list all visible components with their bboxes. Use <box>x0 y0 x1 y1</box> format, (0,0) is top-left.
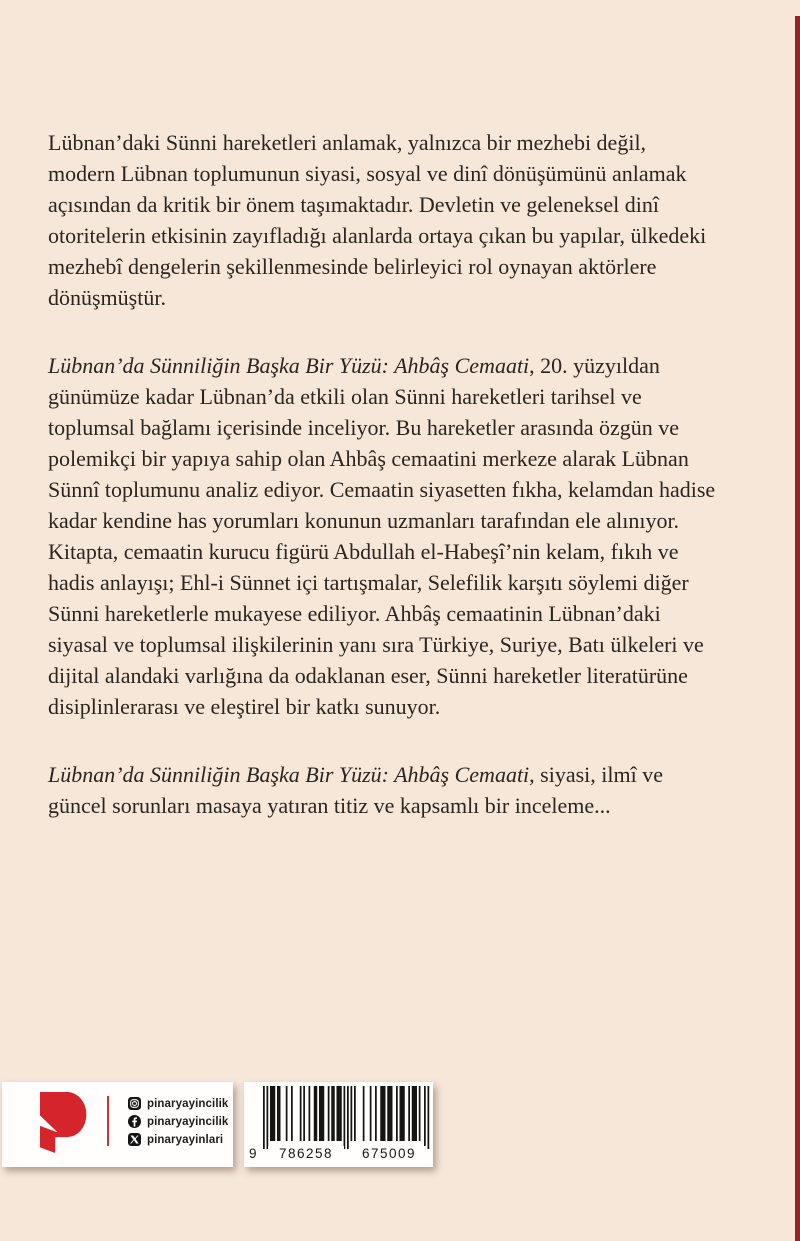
synopsis-text-block <box>48 127 716 858</box>
logo-divider-line <box>107 1096 109 1146</box>
social-handle-label: pinaryayincilik <box>147 1097 229 1110</box>
isbn-barcode-card <box>244 1082 433 1167</box>
x-icon <box>128 1133 141 1146</box>
paragraph <box>48 127 716 313</box>
social-row-instagram <box>128 1097 228 1110</box>
isbn-left-group: 786258 <box>268 1146 344 1161</box>
paragraph <box>48 350 716 722</box>
instagram-icon <box>128 1097 141 1110</box>
paragraph-text: Lübnan’daki Sünni hareketleri anlamak, yalnızca bir mezhebi değil, modern Lübnan toplumunun siyasi, sosyal ve dinî dönüşümünü anlamak açısından da kritik bir önem taşımaktadır. Devletin ve geleneksel dinî otoritelerin etkisinin zayıfladığı alanlarda ortaya çıkan bu yapılar, ülkedeki mezhebî dengelerin şekillenmesinde belirleyici rol oynayan aktörlere dönüşmüştür. <box>48 130 707 310</box>
paragraph-text: , 20. yüzyıldan günümüze kadar Lübnan’da etkili olan Sünni hareketleri tarihsel ve toplumsal bağlamı içerisinde inceliyor. Bu hareketler arasında özgün ve polemikçi bir yapıya sahip olan Ahbâş cemaatini merkeze alarak Lübnan Sünnî toplumunu analiz ediyor. Cemaatin siyasetten fıkha, kelamdan hadise kadar kendine has yorumları konunun uzmanları tarafından ele alınıyor. Kitapta, cemaatin kurucu figürü Abdullah el-Habeşî’nin kelam, fıkıh ve hadis anlayışı; Ehl-i Sünnet içi tartışmalar, Selefilik karşıtı söylemi diğer Sünni hareketlerle mukayese ediliyor. Ahbâş cemaatinin Lübnan’daki siyasal ve toplumsal ilişkilerinin yanı sıra Türkiye, Suriye, Batı ülkeleri ve dijital alandaki varlığına da odaklanan eser, Sünni hareketler literatürüne disiplinlerarası ve eleştirel bir katkı sunuyor. <box>48 353 716 719</box>
publisher-card <box>2 1082 233 1167</box>
social-row-x <box>128 1133 228 1146</box>
pinar-publisher-logo-icon <box>40 1092 88 1154</box>
paragraph <box>48 759 716 821</box>
cover-edge-stripe <box>795 16 800 1241</box>
paragraph-text: , siyasi, ilmî ve güncel sorunları masaya yatıran titiz ve kapsamlı bir inceleme... <box>48 762 663 818</box>
social-handle-label: pinaryayincilik <box>147 1115 229 1128</box>
book-title-italic: Lübnan’da Sünniliğin Başka Bir Yüzü: Ahbâş Cemaati <box>48 353 530 378</box>
isbn-prefix-digit: 9 <box>249 1146 257 1161</box>
social-handle-label: pinaryayinlari <box>147 1133 224 1146</box>
facebook-icon <box>128 1115 141 1128</box>
book-title-italic: Lübnan’da Sünniliğin Başka Bir Yüzü: Ahbâş Cemaati <box>48 762 530 787</box>
ean13-barcode <box>247 1086 431 1150</box>
social-handles-list <box>128 1097 228 1146</box>
social-row-facebook <box>128 1115 228 1128</box>
isbn-right-group: 675009 <box>351 1146 427 1161</box>
